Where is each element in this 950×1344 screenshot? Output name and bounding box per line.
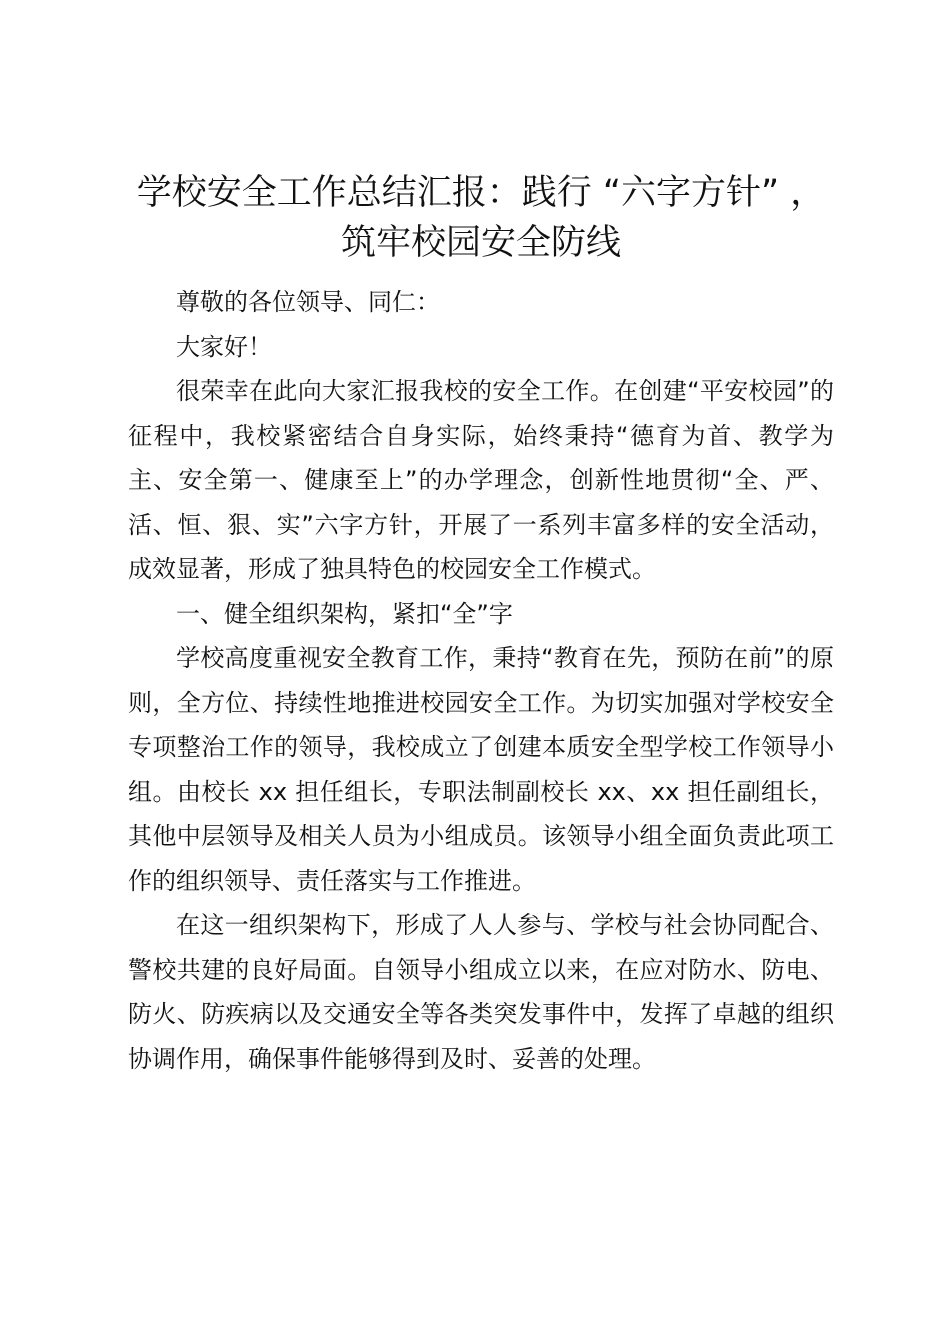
- intro-paragraph: 很荣幸在此向大家汇报我校的安全工作。在创建“平安校园”的征程中，我校紧密结合自身实际，始终秉持“德育为首、教学为主、安全第一、健康至上”的办学理念，创新性地贯彻“全、严、活、恒、狠、实”六字方针，开展了一系列丰富多样的安全活动，成效显著，形成了独具特色的校园安全工作模式。: [128, 377, 834, 583]
- document-page: [128, 168, 834, 1081]
- title-line-2: 筑牢校园安全防线: [340, 223, 621, 263]
- document-body: [128, 280, 834, 1081]
- greeting: 大家好！: [176, 332, 272, 361]
- section-1-paragraph-1: 学校高度重视安全教育工作，秉持“教育在先，预防在前”的原则，全方位、持续性地推进校园安全工作。为切实加强对学校安全专项整治工作的领导，我校成立了创建本质安全型学校工作领导小组。由校长 xx 担任组长，专职法制副校长 xx、xx 担任副组长，其他中层领导及相关人员为小组成员。该领导小组全面负责此项工作的组织领导、责任落实与工作推进。: [128, 644, 834, 895]
- salutation: 尊敬的各位领导、同仁：: [176, 288, 440, 316]
- section-1-paragraph-2: 在这一组织架构下，形成了人人参与、学校与社会协同配合、警校共建的良好局面。自领导小组成立以来，在应对防水、防电、防火、防疾病以及交通安全等各类突发事件中，发挥了卓越的组织协调作用，确保事件能够得到及时、妥善的处理。: [128, 911, 834, 1073]
- document-title: [128, 168, 834, 268]
- title-line-1: 学校安全工作总结汇报：践行 “六字方针” ，: [136, 173, 826, 213]
- section-1-heading: 一、健全组织架构，紧扣“全”字: [176, 599, 513, 628]
